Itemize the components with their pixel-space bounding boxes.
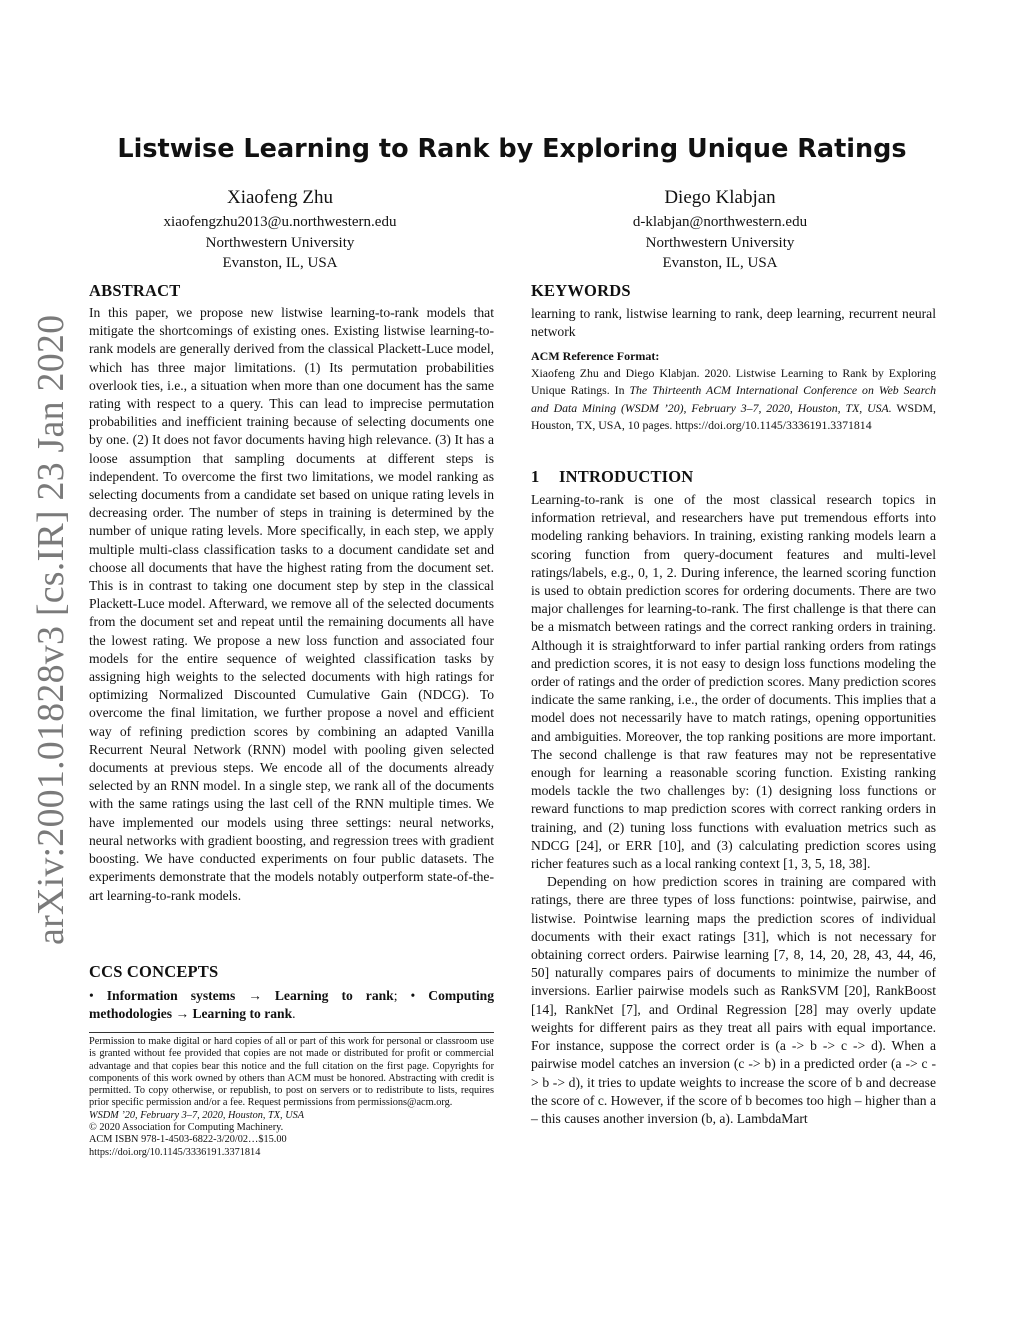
keywords-text: learning to rank, listwise learning to rank, deep learning, recurrent neural network: [531, 306, 936, 340]
ccs-bullet: •: [89, 988, 107, 1003]
author-affiliation: Northwestern University: [645, 234, 795, 251]
ccs-end: .: [292, 1006, 296, 1022]
acm-reference-venue: The Thirteenth ACM International Conference on Web Search and Data Mining (WSDM ’20), February 3–7, 2020, Houston, TX, USA.: [531, 383, 936, 415]
acm-reference-text: [531, 365, 936, 434]
abstract-heading: ABSTRACT: [89, 281, 181, 300]
keywords-heading: KEYWORDS: [531, 281, 631, 300]
author-block: [70, 186, 490, 274]
section-title: INTRODUCTION: [559, 467, 694, 486]
ccs-heading: CCS CONCEPTS: [89, 962, 219, 981]
author-location: Evanston, IL, USA: [662, 255, 778, 271]
ccs-concepts: [89, 987, 494, 1023]
author-name: Diego Klabjan: [664, 187, 776, 208]
paper-title: Listwise Learning to Rank by Exploring Unique Ratings: [117, 134, 907, 164]
acm-reference-heading: ACM Reference Format:: [531, 349, 660, 363]
doi-link[interactable]: https://doi.org/10.1145/3336191.3371814: [89, 1146, 261, 1158]
ccs-concept-1: Information systems → Learning to rank: [106, 988, 394, 1003]
permission-notice: [89, 1036, 494, 1159]
section-number: 1: [531, 467, 540, 486]
isbn-line: ACM ISBN 978-1-4503-6822-3/20/02…$15.00: [89, 1134, 287, 1146]
author-affiliation: Northwestern University: [205, 234, 355, 251]
conference-line: WSDM ’20, February 3–7, 2020, Houston, TX, USA: [89, 1109, 305, 1121]
acm-reference-authors: Xiaofeng Zhu and Diego Klabjan. 2020. Listwise Learning to Rank by Exploring Unique Ratings. In: [531, 366, 936, 398]
author-block: [510, 186, 930, 274]
introduction-paragraph: Learning-to-rank is one of the most classical research topics in information retrieval, and researchers have put tremendous efforts into modeling ranking behaviors. In training, existing ranking models learn a scoring function from query-document features and multi-level ratings/labels, e.g., 0, 1, 2. During inference, the learned scoring function is used to obtain prediction scores for ordering documents. There are two major challenges for learning-to-rank. The first challenge is that there can be a mismatch between ratings and the correct ranking orders in training. Although it is straightforward to infer partial ranking orders from ratings and prediction scores, it is not easy to design loss functions modeling the order of ratings and the order of prediction scores. Many prediction scores indicate the same ranking, i.e., the order of documents. This implies that a model does not necessarily have to match ratings, opening opportunities and ambiguities. Moreover, the top ranking positions are more important. The second challenge is that raw features may not be representative enough for learning a reasonable scoring function. Existing ranking models tackle the two challenges by: (1) designing loss functions or reward functions to map prediction scores with correct ranking orders in training, and (2) tuning loss functions with evaluation metrics such as NDCG [24], or ERR [10], and (3) calculating prediction scores using richer features such as a local ranking context [1, 3, 5, 18, 38].: [531, 492, 936, 872]
introduction-heading: [531, 467, 693, 487]
permission-text: Permission to make digital or hard copies of all or part of this work for personal or classroom use is granted without fee provided that copies are not made or distributed for profit or commercial advantage and that copies bear this notice and the full citation on the first page. Copyrights for components of this work owned by others than ACM must be honored. Abstracting with credit is permitted. To copy otherwise, or republish, to post on servers or to redistribute to lists, requires prior specific permission and/or a fee. Request permissions from permissions@acm.org.: [89, 1036, 494, 1109]
copyright-line: © 2020 Association for Computing Machinery.: [89, 1122, 284, 1134]
author-email: d-klabjan@northwestern.edu: [632, 214, 808, 230]
arxiv-identifier: arXiv:2001.01828v3 [cs.IR] 23 Jan 2020: [30, 314, 72, 945]
acm-reference-details: WSDM, Houston, TX, USA, 10 pages. https://doi.org/10.1145/3336191.3371814: [531, 400, 936, 432]
introduction-paragraph: Depending on how prediction scores in training are compared with ratings, there are three types of loss functions: pointwise, pairwise, and listwise. Pointwise learning maps the prediction scores of individual documents with their exact ratings [31], which is not necessary for obtaining correct orders. Pairwise learning [7, 8, 14, 20, 28, 43, 44, 46, 50] naturally compares pairs of documents to minimize the number of inversions. Earlier pairwise models such as RankSVM [20], RankBoost [14], RankNet [7], and Ordinal Regression [28] may overly update weights for different pairs as they treat all pairs with equal importance. For instance, suppose the correct order is (a -> b -> c -> d). When a pairwise model catches an inversion (c -> b) in a predicted order (a -> c -> b -> d), it tries to update weights to increase the score of b and decrease the score of c. However, if the score of b becomes too high – higher than a – this causes another inversion (b, a). LambdaMart: [531, 874, 936, 1126]
author-name: Xiaofeng Zhu: [226, 187, 334, 208]
abstract-text: In this paper, we propose new listwise learning-to-rank models that mitigate the shortcomings of existing ones. Existing listwise learning-to-rank models are generally derived from the classical Plackett-Luce model, which has three major limitations. (1) Its permutation probabilities overlook ties, i.e., a situation when more than one document has the same rating with respect to a query. This can lead to imprecise permutation probabilities and inefficient training because of selecting documents one by one. (2) It does not favor documents having high relevance. (3) It has a loose assumption that sampling documents at different steps is independent. To overcome the first two limitations, we model ranking as selecting documents from a candidate set based on unique rating levels in decreasing order. The number of steps in training is determined by the number of unique rating levels. More specifically, in each step, we apply multiple multi-class classification tasks to a document candidate set and choose all documents that have the highest rating from the document set. This is in contrast to taking one document step by step in the classical Plackett-Luce model. Afterward, we remove all of the selected documents from the document set and repeat until the remaining documents all have the lowest rating. We propose a new loss function and associated four models for the entire sequence of weighted classification tasks by assigning high weights to the selected documents with high ratings for optimizing Normalized Discounted Cumulative Gain (NDCG). To overcome the final limitation, we further propose a novel and efficient way of refining prediction scores by combining an adapted Vanilla Recurrent Neural Network (RNN) model with pooling given selected documents at previous steps. We encode all of the documents already selected by an RNN model. In a single step, we rank all of the documents with the same ratings using the last cell of the RNN multiple times. We have implemented our models using three settings: neural networks, neural networks with gradient boosting, and regression trees with gradient boosting. We have conducted experiments on four public datasets. The experiments demonstrate that the models notably outperform state-of-the-art learning-to-rank models.: [89, 305, 494, 903]
author-email: xiaofengzhu2013@u.northwestern.edu: [163, 214, 397, 230]
author-location: Evanston, IL, USA: [222, 255, 338, 271]
ccs-separator: ; •: [393, 988, 429, 1003]
introduction-body: [531, 491, 936, 1128]
footnote-divider: [89, 1032, 494, 1033]
ccs-concept-2: Computing methodologies → Learning to rank: [89, 988, 494, 1022]
